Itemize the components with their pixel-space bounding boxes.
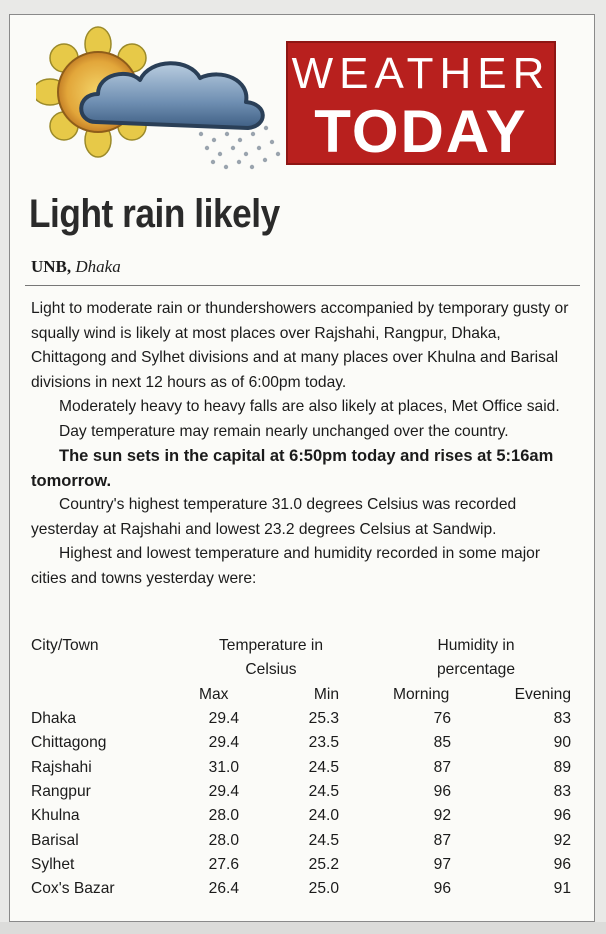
cell-min: 24.5 [308, 782, 339, 800]
header-temperature-line2: Celsius [245, 661, 297, 678]
top-edge [0, 0, 606, 14]
cell-max: 27.6 [208, 855, 239, 873]
paragraph: Country's highest temperature 31.0 degrees Celsius was recorded yesterday at Rajshahi and lowest 23.2 degrees Celsius at Sandwip. [31, 496, 517, 538]
cell-max: 28.0 [208, 831, 239, 849]
subheader-evening: Evening [514, 686, 571, 703]
paragraph: Moderately heavy to heavy falls are also likely at places, Met Office said. [59, 398, 560, 415]
cell-max: 29.4 [208, 734, 239, 752]
cell-max: 29.4 [208, 710, 239, 727]
cell-evening: 90 [553, 734, 571, 752]
header-city: City/Town [31, 637, 99, 654]
cell-morning: 76 [433, 710, 451, 727]
cell-morning: 96 [433, 880, 451, 898]
cell-min: 25.2 [308, 855, 339, 873]
cell-morning: 85 [433, 734, 451, 752]
banner-word-weather: WEATHER [291, 49, 551, 98]
cell-min: 24.0 [308, 807, 339, 825]
header-humidity-line1: Humidity in [437, 637, 515, 654]
header-temperature-line1: Temperature in [218, 637, 323, 654]
cell-max: 29.4 [208, 782, 239, 800]
cell-max: 26.4 [208, 880, 239, 898]
cell-min: 23.5 [308, 734, 339, 752]
subheader-min: Min [313, 686, 339, 703]
byline-agency: UNB, [31, 257, 72, 276]
cell-max: 28.0 [208, 807, 239, 825]
cell-morning: 97 [433, 855, 451, 873]
cell-evening: 96 [553, 807, 571, 825]
cell-evening: 83 [553, 782, 571, 800]
cell-city: Rajshahi [31, 758, 92, 776]
cell-evening: 83 [553, 710, 571, 727]
rain-drops [199, 126, 280, 169]
cell-morning: 92 [433, 807, 451, 825]
cell-evening: 96 [553, 855, 571, 873]
cell-evening: 92 [553, 831, 571, 849]
cell-city: Dhaka [31, 710, 77, 727]
byline-place: Dhaka [75, 257, 121, 276]
cell-min: 24.5 [308, 831, 339, 849]
cell-city: Chittagong [31, 734, 107, 752]
cell-city: Barisal [31, 831, 79, 849]
divider [25, 285, 580, 286]
weather-sun-cloud-icon [36, 22, 286, 172]
cell-min: 24.5 [308, 758, 339, 776]
cell-morning: 96 [433, 782, 451, 800]
cell-min: 25.3 [308, 710, 339, 727]
paragraph: Highest and lowest temperature and humidity recorded in some major cities and towns yesterday were: [31, 545, 541, 587]
weather-today-banner [286, 41, 556, 165]
bottom-edge [0, 922, 606, 934]
article-body [31, 297, 578, 591]
cell-evening: 89 [553, 758, 571, 776]
banner-word-today: TODAY [314, 98, 528, 165]
cell-city: Khulna [31, 807, 80, 825]
cell-evening: 91 [553, 880, 571, 898]
byline [31, 257, 121, 277]
cell-city: Sylhet [31, 855, 75, 873]
paragraph: Light to moderate rain or thundershowers accompanied by temporary gusty or squally wind is likely at most places over Rajshahi, Rangpur, Dhaka, Chittagong and Sylhet divisions and at many places over Khulna and Barisal divisions in next 12 hours as of 6:00pm today. [31, 300, 569, 391]
headline: Light rain likely [29, 192, 280, 236]
cell-morning: 87 [433, 831, 451, 849]
cell-city: Rangpur [31, 782, 91, 800]
header-humidity-line2: percentage [436, 661, 516, 678]
cell-max: 31.0 [208, 758, 239, 776]
cell-city: Cox's Bazar [31, 880, 115, 898]
cell-min: 25.0 [308, 880, 339, 898]
paragraph: Day temperature may remain nearly unchanged over the country. [59, 422, 509, 440]
subheader-morning: Morning [393, 686, 450, 703]
paragraph-sun-times: The sun sets in the capital at 6:50pm today and rises at 5:16am tomorrow. [31, 447, 554, 490]
cell-morning: 87 [433, 758, 451, 776]
subheader-max: Max [199, 686, 229, 703]
